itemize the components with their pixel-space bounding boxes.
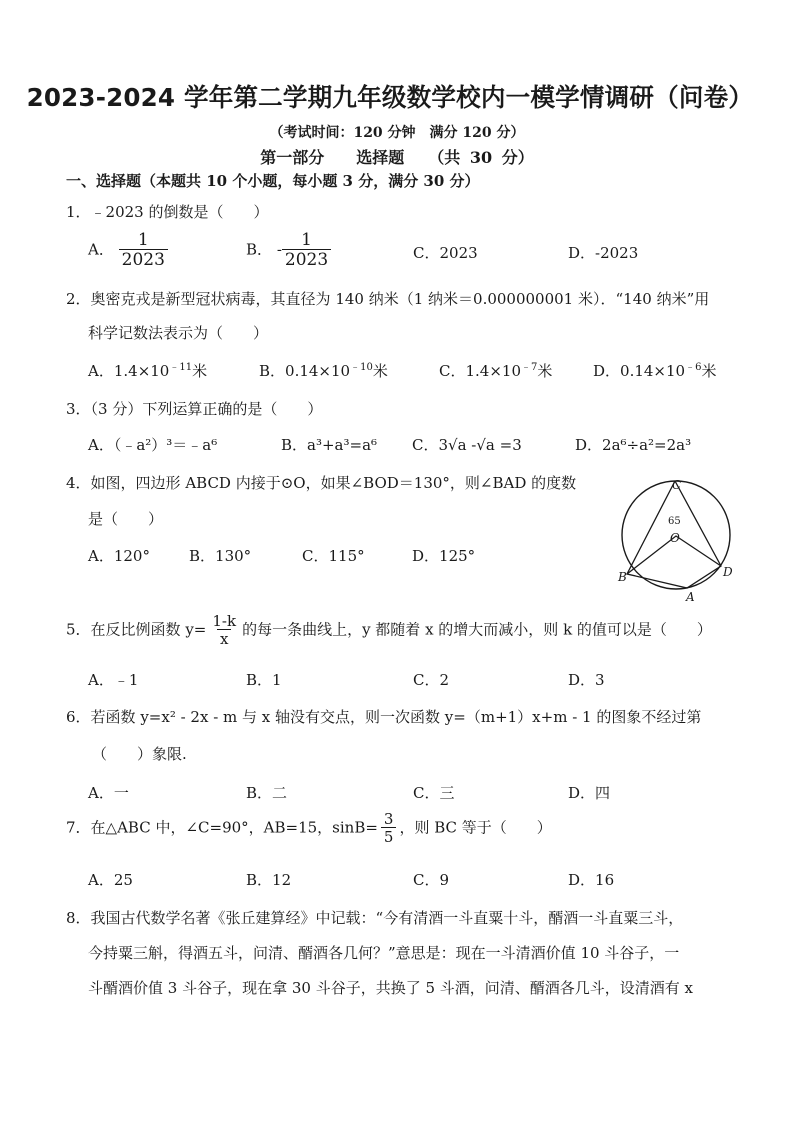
- question-stem-line1: 若函数 y=x² - 2x - m 与 x 轴没有交点，则一次函数 y=（m+1）x+m - 1 的图象不经过第: [90, 708, 702, 726]
- q3-option-b: B．a³+a³=a⁶: [281, 436, 378, 454]
- question-stem-line2: 是（ ）: [88, 510, 164, 528]
- question-stem-line2: （ ）象限.: [92, 745, 187, 763]
- q3-option-d: D．2a⁶÷a²=2a³: [575, 436, 692, 454]
- q4-option-c: C．115°: [302, 547, 365, 565]
- exam-info: （考试时间：120 分钟 满分 120 分）: [269, 125, 525, 141]
- question-number: 7．: [66, 818, 91, 837]
- option-text: C．1.4×10: [439, 362, 521, 380]
- minus-sign: -: [276, 240, 282, 259]
- option-label: B．: [246, 240, 273, 259]
- question-3: [66, 398, 322, 419]
- numerator: 1: [137, 230, 149, 250]
- q7-option-c: C．9: [413, 871, 450, 889]
- q4-option-b: B．130°: [189, 547, 252, 565]
- q6-option-b: B．二: [246, 784, 288, 802]
- exponent: ﹣11: [169, 362, 193, 373]
- q2-option-c: [439, 360, 552, 381]
- option-text: B．0.14×10: [259, 362, 351, 380]
- fraction: [119, 232, 168, 269]
- fraction: [206, 614, 242, 647]
- numerator: 1: [301, 230, 312, 250]
- question-1: [66, 201, 269, 222]
- denominator: 2023: [282, 249, 331, 269]
- question-stem-pre: 在△ABC 中，∠C=90°，AB=15，sinB=: [90, 818, 378, 837]
- question-stem-line1: 如图，四边形 ABCD 内接于⊙O，如果∠BOD＝130°，则∠BAD 的度数: [90, 474, 577, 492]
- label-c: C: [672, 478, 682, 492]
- question-stem-line2: 科学记数法表示为（ ）: [88, 324, 269, 342]
- q5-option-b: B．1: [246, 671, 282, 689]
- q2-option-a: [88, 360, 207, 381]
- question-number: 1．: [66, 203, 91, 221]
- question-5: [66, 614, 712, 647]
- question-stem-post: ，则 BC 等于（ ）: [399, 818, 552, 837]
- q4-option-d: D．125°: [412, 547, 476, 565]
- question-number: 3．: [66, 400, 91, 418]
- exponent: ﹣10: [350, 362, 373, 373]
- denominator: 2023: [119, 249, 168, 269]
- q3-option-a: A．（﹣a²）³＝﹣a⁶: [88, 436, 218, 454]
- q1-option-b: [246, 232, 331, 269]
- question-number: 8．: [66, 909, 91, 927]
- q2-option-b: [259, 360, 388, 381]
- question-stem-line1: 我国古代数学名著《张丘建算经》中记载：“今有清酒一斗直粟十斗，醑酒一斗直粟三斗，: [90, 909, 684, 927]
- exam-title: 2023-2024 学年第二学期九年级数学校内一模学情调研（问卷）: [26, 83, 754, 112]
- question-stem-pre: 在反比例函数 y=: [90, 620, 207, 639]
- question-7: [66, 812, 552, 845]
- question-stem-line1: 奥密克戎是新型冠状病毒，其直径为 140 纳米（1 纳米＝0.000000001 米）．“140 纳米”用: [90, 290, 710, 308]
- part-heading: 第一部分 选择题 （共 30 分）: [260, 148, 534, 167]
- question-number: 4．: [66, 474, 91, 492]
- section-heading: 一、选择题（本题共 10 个小题，每小题 3 分，满分 30 分）: [66, 172, 480, 190]
- q5-option-c: C．2: [413, 671, 450, 689]
- fraction: [378, 812, 400, 845]
- unit: 米: [701, 362, 717, 380]
- question-number: 5．: [66, 620, 91, 639]
- option-label: A．: [88, 240, 114, 259]
- question-6: [66, 706, 701, 727]
- q1-option-a: [88, 232, 168, 269]
- q7-option-d: D．16: [568, 871, 615, 889]
- q1-option-c: C．2023: [413, 244, 478, 262]
- q5-option-d: D．3: [568, 671, 605, 689]
- question-stem: ﹣2023 的倒数是（ ）: [90, 203, 269, 221]
- unit: 米: [372, 362, 388, 380]
- question-number: 6．: [66, 708, 91, 726]
- exponent: ﹣6: [685, 362, 702, 373]
- q6-option-c: C．三: [413, 784, 455, 802]
- q6-option-d: D．四: [568, 784, 611, 802]
- q4-option-a: A．120°: [88, 547, 150, 565]
- question-2: [66, 288, 709, 309]
- q7-option-a: A．25: [88, 871, 133, 889]
- label-angle: 65: [668, 516, 681, 527]
- label-a: A: [686, 590, 695, 604]
- q7-option-b: B．12: [246, 871, 292, 889]
- question-4: [66, 472, 576, 493]
- question-number: 2．: [66, 290, 91, 308]
- denominator: 5: [381, 827, 397, 845]
- q6-option-a: A．一: [88, 784, 129, 802]
- question-stem-line3: 斗醑酒价值 3 斗谷子，现在拿 30 斗谷子，共换了 5 斗酒，问清、醑酒各几斗，设清酒有 x: [88, 979, 694, 997]
- label-d: D: [723, 565, 733, 579]
- numerator: 1-k: [212, 612, 237, 630]
- q2-option-d: [593, 360, 716, 381]
- unit: 米: [192, 362, 208, 380]
- fraction: [282, 232, 331, 269]
- question-stem-post: 的每一条曲线上，y 都随着 x 的增大而减小，则 k 的值可以是（ ）: [242, 620, 712, 639]
- question-stem: （3 分）下列运算正确的是（ ）: [90, 400, 323, 418]
- label-o: O: [670, 531, 680, 545]
- label-b: B: [618, 570, 627, 584]
- circle-figure: [612, 470, 742, 605]
- q3-option-c: C．3√a -√a =3: [412, 436, 522, 454]
- numerator: 3: [383, 810, 394, 828]
- exponent: ﹣7: [521, 362, 538, 373]
- unit: 米: [537, 362, 553, 380]
- denominator: x: [217, 629, 231, 647]
- q5-option-a: A．﹣1: [88, 671, 139, 689]
- question-8: [66, 907, 683, 928]
- question-stem-line2: 今持粟三斛，得酒五斗，问清、醑酒各几何？”意思是：现在一斗清酒价值 10 斗谷子，一: [88, 944, 680, 962]
- q1-option-d: D．-2023: [568, 244, 639, 262]
- option-text: D．0.14×10: [593, 362, 686, 380]
- option-text: A．1.4×10: [88, 362, 170, 380]
